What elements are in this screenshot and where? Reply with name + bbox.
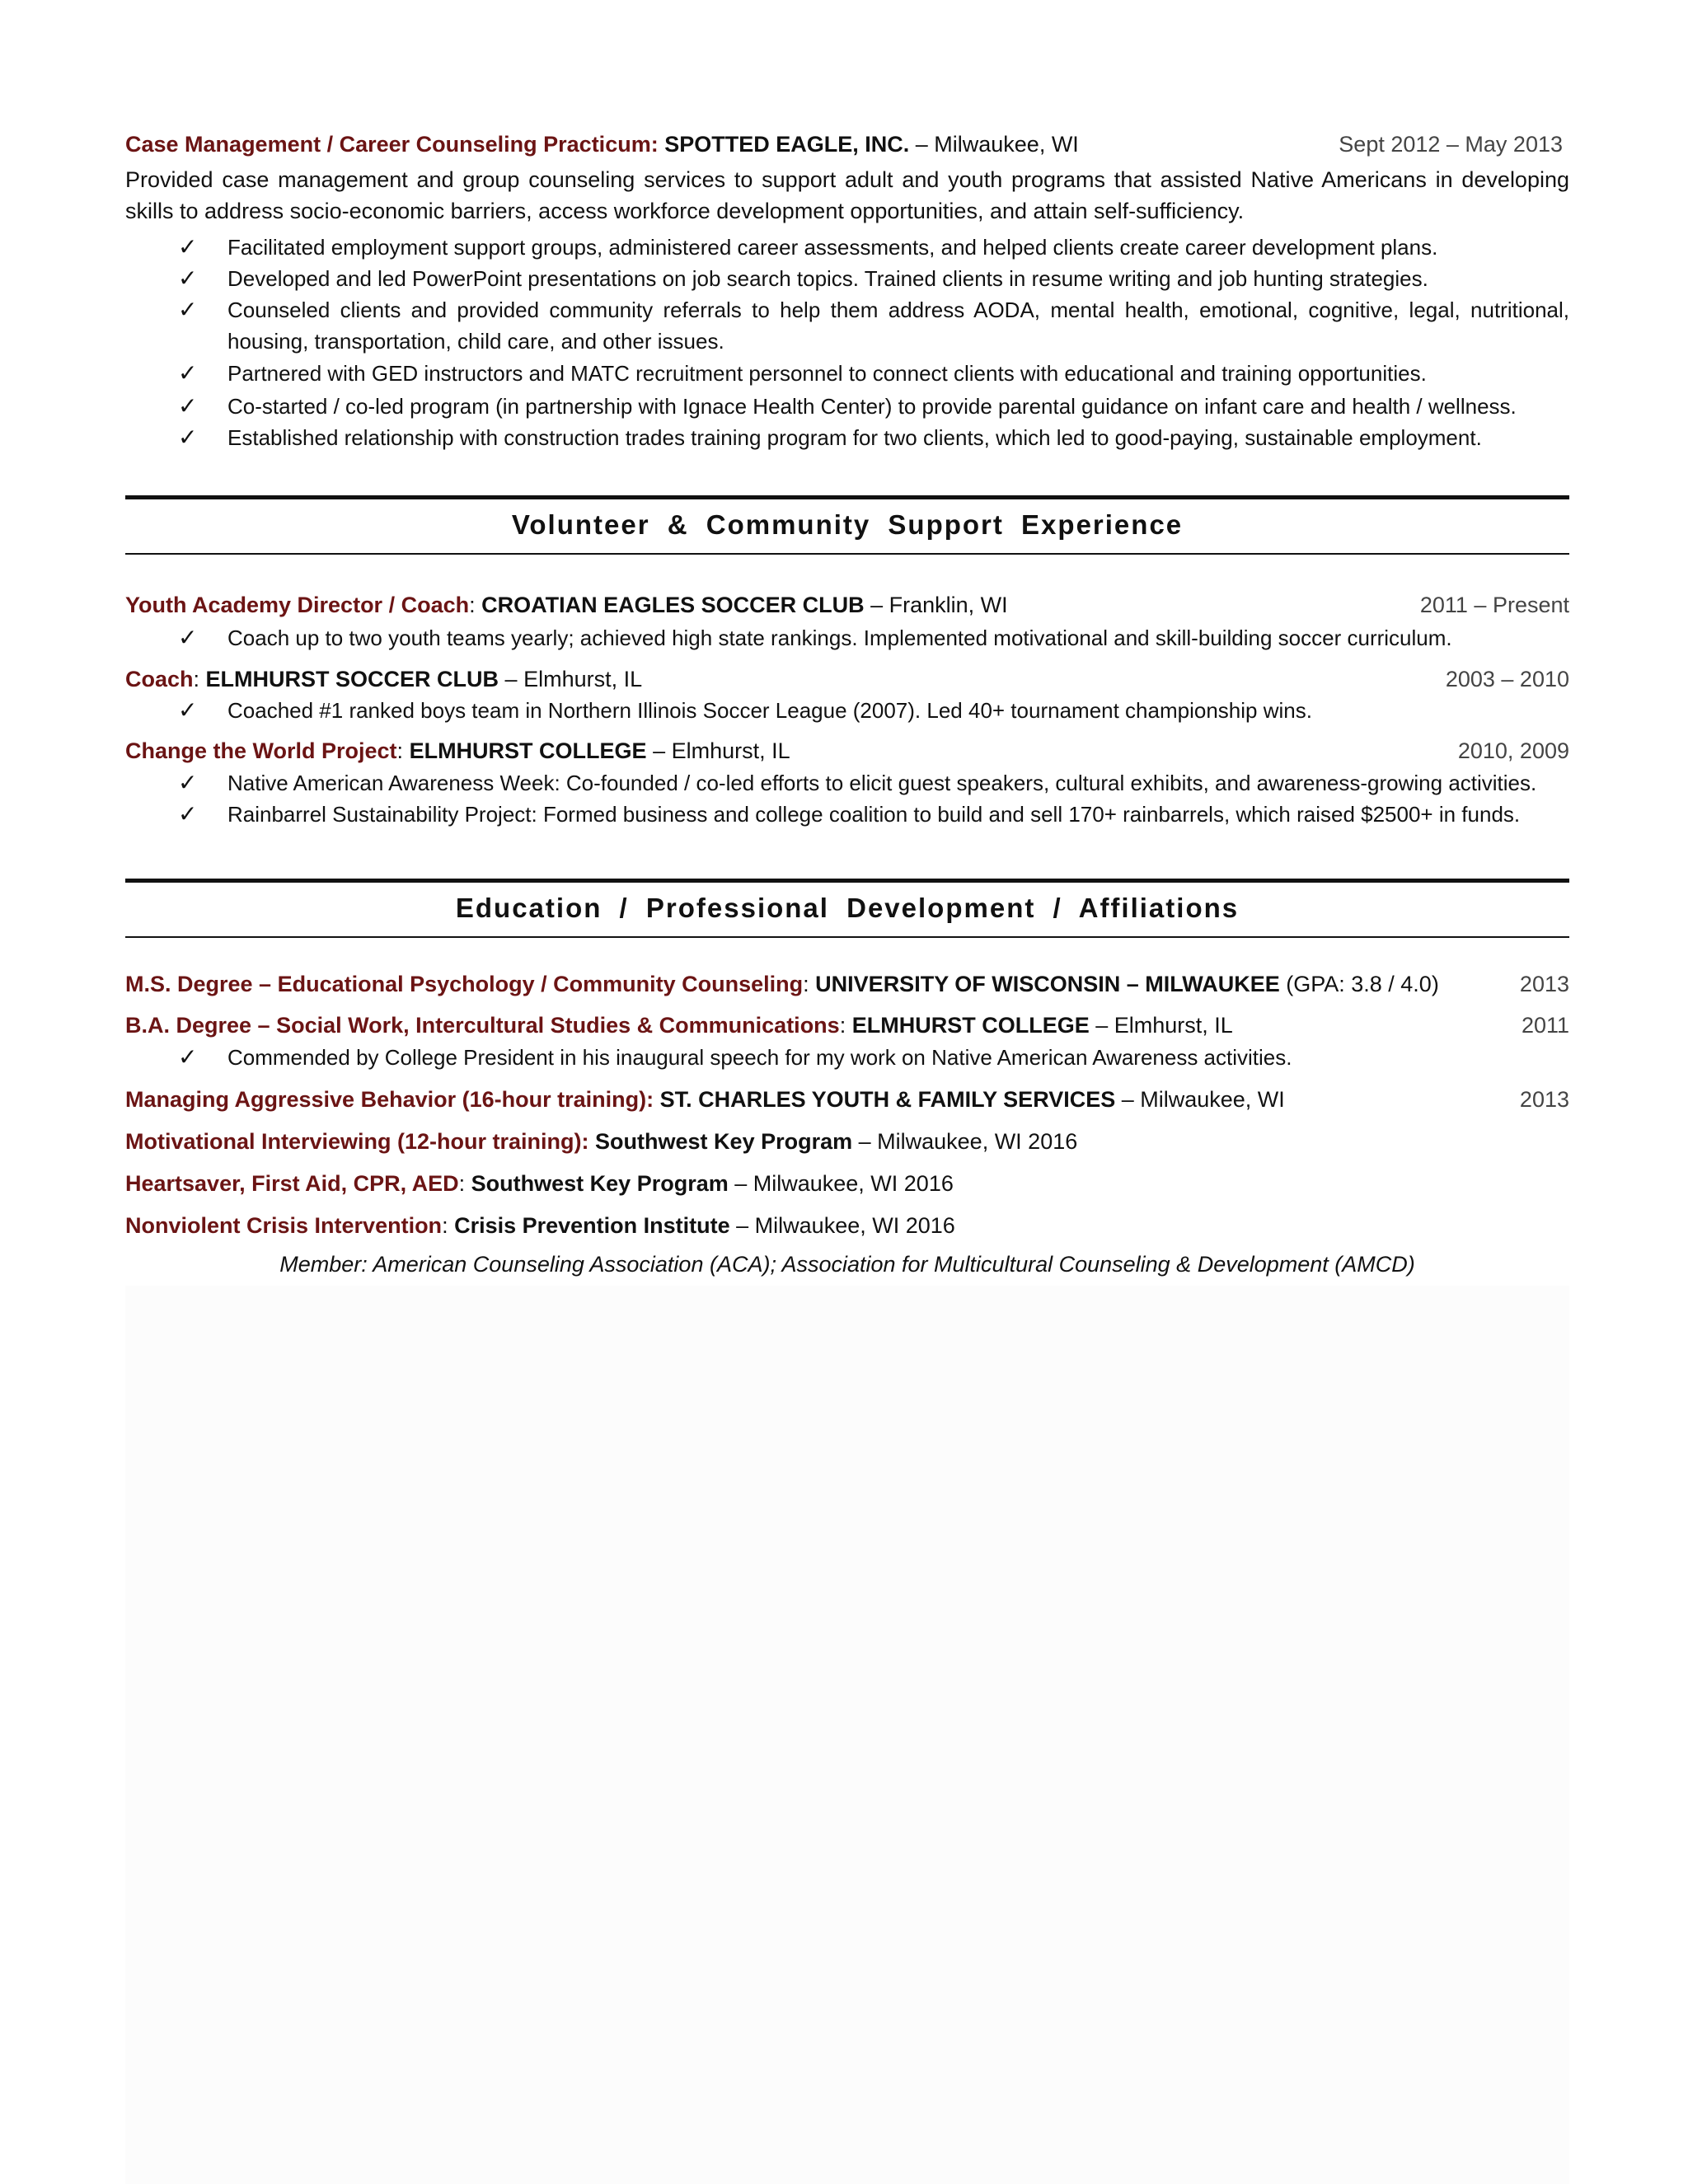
education-entry-1: M.S. Degree – Educational Psychology / Community Counseling: UNIVERSITY OF WISCONSIN – MILWAUKEE (GPA: 3.8 / 4.0) 2013 [125,969,1569,999]
entry-org: ST. CHARLES YOUTH & FAMILY SERVICES [659,1087,1116,1112]
entry-org: UNIVERSITY OF WISCONSIN – MILWAUKEE [815,972,1280,996]
volunteer-entry-2-header: Coach: ELMHURST SOCCER CLUB – Elmhurst, IL 2003 – 2010 [125,664,1569,694]
practicum-location: – Milwaukee, WI [909,132,1079,157]
practicum-bullet-4: ✓ Partnered with GED instructors and MATC recruitment personnel to connect clients with educational and training opportunities. [178,358,1569,389]
check-icon: ✓ [178,424,198,450]
education-heading: Education / Professional Development / Affiliations [455,893,1240,923]
practicum-title: Case Management / Career Counseling Practicum: [125,132,659,157]
entry-title: Coach [125,667,194,691]
volunteer-entry-2-bullet-1: ✓ Coached #1 ranked boys team in Northern Illinois Soccer League (2007). Led 40+ tournament championship wins. [178,695,1569,726]
practicum-bullet-1: ✓ Facilitated employment support groups, administered career assessments, and helped clients create career development plans. [178,232,1569,263]
volunteer-entry-3-bullet-1: ✓ Native American Awareness Week: Co-founded / co-led efforts to elicit guest speakers, cultural exhibits, and awareness-growing activities. [178,767,1569,799]
paper-background-panel [125,1286,1569,2184]
entry-org: CROATIAN EAGLES SOCCER CLUB [481,593,865,617]
volunteer-entry-3-bullet-2: ✓ Rainbarrel Sustainability Project: Formed business and college coalition to build and sell 170+ rainbarrels, which raised $2500+ in funds. [178,799,1569,830]
entry-location: – Elmhurst, IL [646,738,790,763]
volunteer-heading: Volunteer & Community Support Experience [511,509,1184,540]
check-icon: ✓ [178,697,198,723]
education-entry-5: Heartsaver, First Aid, CPR, AED: Southwest Key Program – Milwaukee, WI 2016 [125,1171,954,1196]
volunteer-entry-1-bullet-1: ✓ Coach up to two youth teams yearly; achieved high state rankings. Implemented motivational and skill-building soccer curriculum. [178,622,1569,654]
check-icon: ✓ [178,801,198,827]
practicum-header [125,129,1569,159]
entry-org: Southwest Key Program [471,1171,729,1196]
entry-title: Youth Academy Director / Coach [125,593,470,617]
entry-location: – Milwaukee, WI 2016 [728,1171,954,1196]
entry-location: – Elmhurst, IL [499,667,643,691]
volunteer-entry-3-header: Change the World Project: ELMHURST COLLEGE – Elmhurst, IL 2010, 2009 [125,736,1569,766]
entry-title: Managing Aggressive Behavior (16-hour training): [125,1087,654,1112]
education-entry-3 [125,1085,1569,1114]
entry-location: (GPA: 3.8 / 4.0) [1279,972,1439,996]
section-divider-bottom [125,553,1569,555]
check-icon: ✓ [178,234,198,260]
entry-org: ELMHURST COLLEGE [851,1013,1090,1038]
entry-title: Heartsaver, First Aid, CPR, AED [125,1171,459,1196]
entry-title: M.S. Degree – Educational Psychology / Community Counseling [125,972,804,996]
check-icon: ✓ [178,360,198,386]
entry-org: Crisis Prevention Institute [454,1213,730,1238]
entry-location: – Franklin, WI [864,593,1008,617]
check-icon: ✓ [178,770,198,795]
section-divider-top [125,879,1569,883]
practicum-org: SPOTTED EAGLE, INC. [664,132,910,157]
entry-title: B.A. Degree – Social Work, Intercultural Studies & Communications [125,1013,840,1038]
practicum-bullet-3: ✓ Counseled clients and provided community referrals to help them address AODA, mental health, emotional, cognitive, legal, nutritional, housing, transportation, child care, and other issues. [178,294,1569,357]
entry-title: Nonviolent Crisis Intervention [125,1213,443,1238]
membership-line: Member: American Counseling Association (ACA); Association for Multicultural Counseling & Development (AMCD) [279,1252,1415,1277]
entry-location: – Milwaukee, WI 2016 [729,1213,955,1238]
education-entry-2: B.A. Degree – Social Work, Intercultural Studies & Communications: ELMHURST COLLEGE – Elmhurst, IL 2011 [125,1010,1569,1040]
entry-location: – Elmhurst, IL [1089,1013,1233,1038]
entry-org: Southwest Key Program [595,1129,853,1154]
entry-dates: 2011 – Present [1419,593,1569,617]
check-icon: ✓ [178,393,198,419]
check-icon: ✓ [178,297,198,322]
check-icon: ✓ [178,625,198,650]
entry-org: ELMHURST COLLEGE [409,738,647,763]
practicum-summary: Provided case management and group counseling services to support adult and youth programs that assisted Native Americans in developing skills to address socio-economic barriers, access workforce development opportunities, and attain self-sufficiency. [125,167,1569,223]
practicum-bullet-5: ✓ Co-started / co-led program (in partnership with Ignace Health Center) to provide parental guidance on infant care and health / wellness. [178,391,1569,422]
entry-title: Motivational Interviewing (12-hour training): [125,1129,589,1154]
check-icon: ✓ [178,1044,198,1070]
entry-location: – Milwaukee, WI [1115,1087,1285,1112]
section-divider-bottom [125,936,1569,938]
practicum-bullet-6: ✓ Established relationship with construction trades training program for two clients, which led to good-paying, sustainable employment. [178,422,1569,453]
education-entry-4 [125,1127,1569,1156]
practicum-dates: Sept 2012 – May 2013 [1339,132,1563,157]
check-icon: ✓ [178,265,198,291]
volunteer-entry-1-header: Youth Academy Director / Coach: CROATIAN EAGLES SOCCER CLUB – Franklin, WI 2011 – Present [125,590,1569,620]
practicum-bullet-2: ✓ Developed and led PowerPoint presentations on job search topics. Trained clients in resume writing and job hunting strategies. [178,263,1569,294]
education-entry-2-bullet: ✓ Commended by College President in his inaugural speech for my work on Native American Awareness activities. [178,1042,1569,1073]
entry-dates: 2010, 2009 [1457,738,1569,763]
entry-location: – Milwaukee, WI 2016 [852,1129,1078,1154]
entry-dates: 2011 [1521,1013,1569,1038]
entry-dates: 2003 – 2010 [1445,667,1569,691]
section-divider-top [125,495,1569,499]
education-entry-6: Nonviolent Crisis Intervention: Crisis Prevention Institute – Milwaukee, WI 2016 [125,1213,955,1238]
entry-title: Change the World Project [125,738,397,763]
entry-org: ELMHURST SOCCER CLUB [205,667,499,691]
entry-dates: 2013 [1519,972,1569,996]
entry-dates: 2013 [1519,1087,1569,1112]
